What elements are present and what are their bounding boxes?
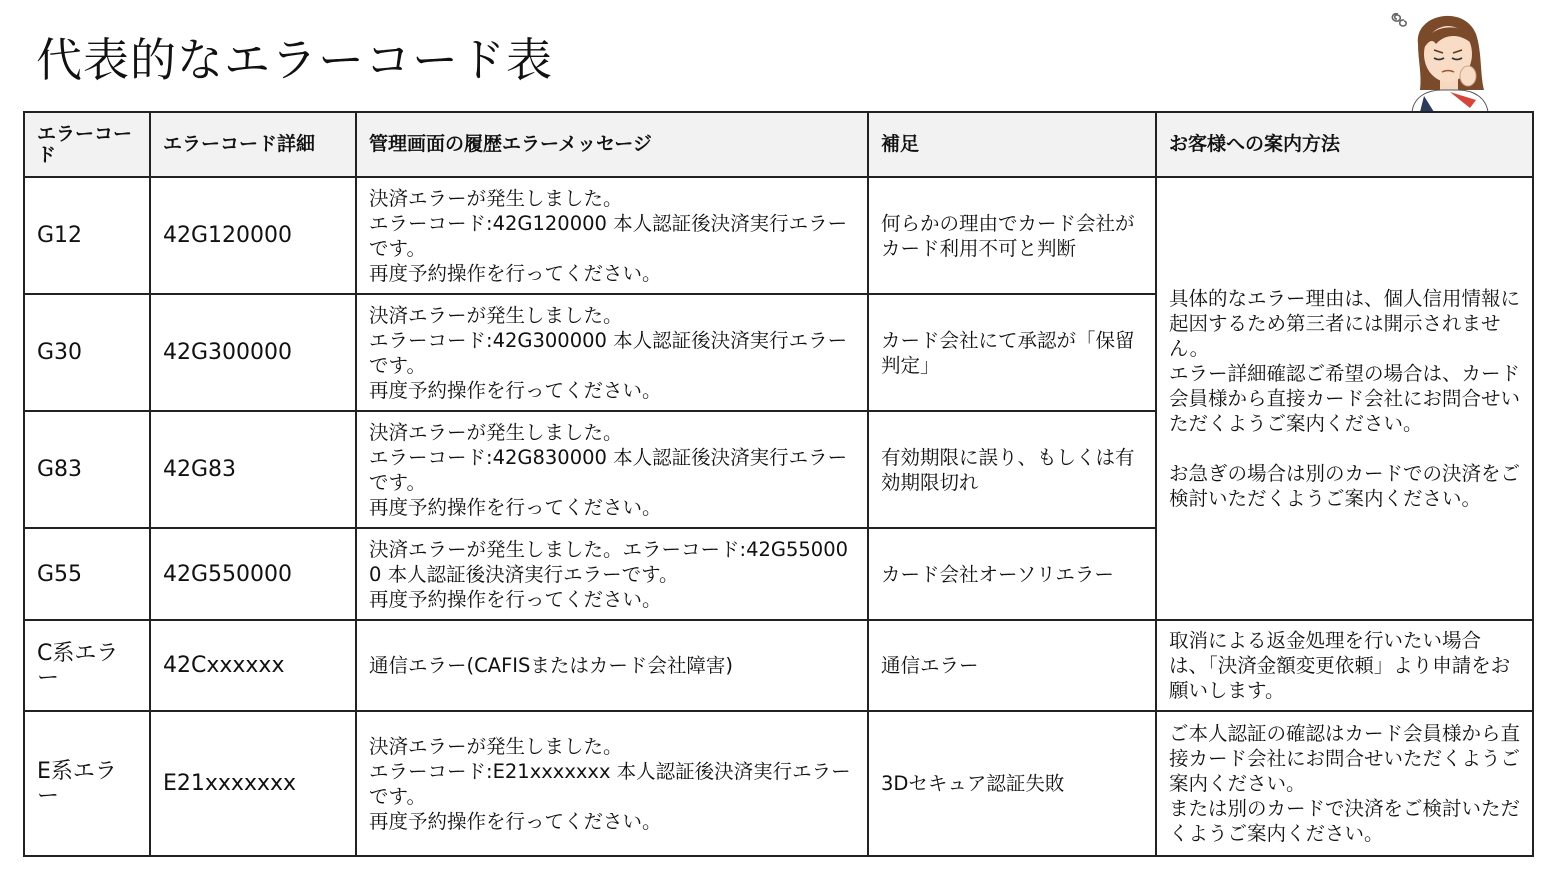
- error-code-cell: G55: [24, 528, 150, 620]
- header-history-message: 管理画面の履歴エラーメッセージ: [356, 112, 868, 177]
- error-code-cell: G30: [24, 294, 150, 411]
- note-cell: カード会社にて承認が「保留判定」: [868, 294, 1156, 411]
- error-detail-cell: 42Cxxxxxx: [150, 620, 356, 711]
- message-cell: 決済エラーが発生しました。エラーコード:42G550000 本人認証後決済実行エラーです。 再度予約操作を行ってください。: [356, 528, 868, 620]
- error-code-cell: C系エラー: [24, 620, 150, 711]
- message-cell: 決済エラーが発生しました。 エラーコード:42G300000 本人認証後決済実行エラーです。 再度予約操作を行ってください。: [356, 294, 868, 411]
- message-cell: 決済エラーが発生しました。 エラーコード:42G830000 本人認証後決済実行エラーです。 再度予約操作を行ってください。: [356, 411, 868, 528]
- error-detail-cell: 42G550000: [150, 528, 356, 620]
- message-cell: 通信エラー(CAFISまたはカード会社障害): [356, 620, 868, 711]
- merged-guidance-cell: 具体的なエラー理由は、個人信用情報に起因するため第三者には開示されません。 エラー詳細確認ご希望の場合は、カード会員様から直接カード会社にお問合せいただくようご案内ください。 お急ぎの場合は別のカードでの決済をご検討いただくようご案内ください。: [1156, 177, 1533, 620]
- error-code-cell: G12: [24, 177, 150, 294]
- error-code-table: [23, 111, 1534, 857]
- page-title: 代表的なエラーコード表: [36, 33, 553, 87]
- message-cell: 決済エラーが発生しました。 エラーコード:E21xxxxxxx 本人認証後決済実行エラーです。 再度予約操作を行ってください。: [356, 711, 868, 856]
- error-code-cell: G83: [24, 411, 150, 528]
- error-detail-cell: E21xxxxxxx: [150, 711, 356, 856]
- error-detail-cell: 42G120000: [150, 177, 356, 294]
- header-customer-guidance: お客様への案内方法: [1156, 112, 1533, 177]
- header-error-code-detail: エラーコード詳細: [150, 112, 356, 177]
- error-detail-cell: 42G83: [150, 411, 356, 528]
- table-header-row: [24, 112, 1533, 177]
- error-detail-cell: 42G300000: [150, 294, 356, 411]
- header-error-code: エラーコード: [24, 112, 150, 177]
- note-cell: 有効期限に誤り、もしくは有効期限切れ: [868, 411, 1156, 528]
- table-row: [24, 177, 1533, 294]
- error-code-cell: E系エラー: [24, 711, 150, 856]
- guidance-cell: ご本人認証の確認はカード会員様から直接カード会社にお問合せいただくようご案内ください。 または別のカードで決済をご検討いただくようご案内ください。: [1156, 711, 1533, 856]
- note-cell: 何らかの理由でカード会社がカード利用不可と判断: [868, 177, 1156, 294]
- message-cell: 決済エラーが発生しました。 エラーコード:42G120000 本人認証後決済実行エラーです。 再度予約操作を行ってください。: [356, 177, 868, 294]
- header-note: 補足: [868, 112, 1156, 177]
- table-row: [24, 711, 1533, 856]
- worried-woman-illustration: [1384, 4, 1504, 112]
- note-cell: カード会社オーソリエラー: [868, 528, 1156, 620]
- table-row: [24, 620, 1533, 711]
- note-cell: 3Dセキュア認証失敗: [868, 711, 1156, 856]
- note-cell: 通信エラー: [868, 620, 1156, 711]
- guidance-cell: 取消による返金処理を行いたい場合は、「決済金額変更依頼」より申請をお願いします。: [1156, 620, 1533, 711]
